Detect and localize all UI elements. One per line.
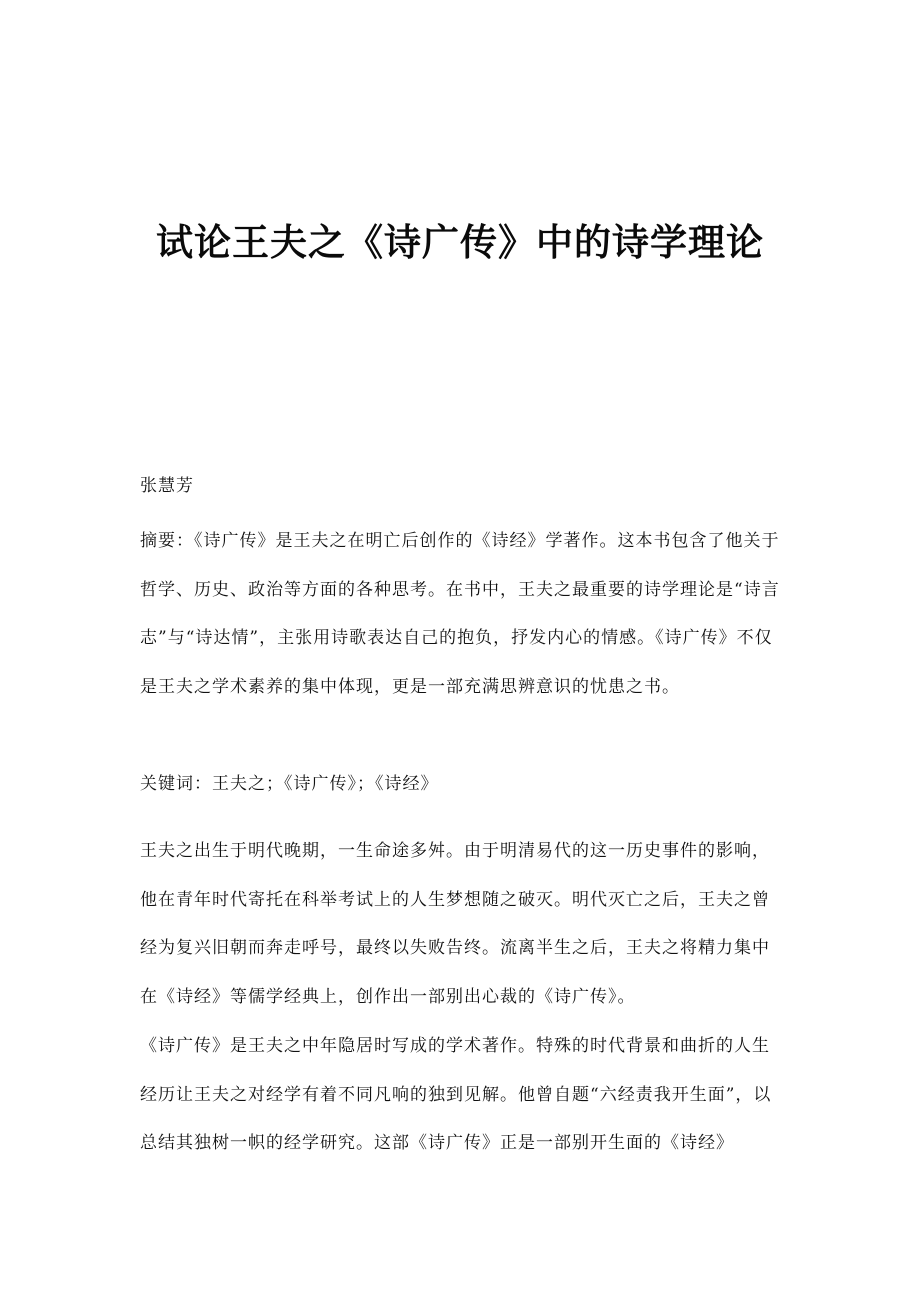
keywords-line: 关键词：王夫之；《诗广传》；《诗经》: [140, 774, 439, 794]
author-name: 张慧芳: [140, 476, 194, 496]
body-paragraph-1: 王夫之出生于明代晚期，一生命途多舛。由于明清易代的这一历史事件的影响，他在青年时代寄托在科举考试上的人生梦想随之破灭。明代灭亡之后，王夫之曾经为复兴旧朝而奔走呼号，最终以失败告终。流离半生之后，王夫之将精力集中在《诗经》等儒学经典上，创作出一部别出心裁的《诗广传》。: [140, 841, 770, 1007]
body-paragraph-2: 《诗广传》是王夫之中年隐居时写成的学术著作。特殊的时代背景和曲折的人生经历让王夫之对经学有着不同凡响的独到见解。他曾自题“六经责我开生面”，以总结其独树一帜的经学研究。这部《诗广传》正是一部别开生面的《诗经》: [140, 1036, 772, 1153]
abstract-paragraph: 摘要：《诗广传》是王夫之在明亡后创作的《诗经》学著作。这本书包含了他关于哲学、历史、政治等方面的各种思考。在书中，王夫之最重要的诗学理论是“诗言志”与“诗达情”，主张用诗歌表达自己的抱负，抒发内心的情感。《诗广传》不仅是王夫之学术素养的集中体现，更是一部充满思辨意识的忧患之书。: [140, 531, 780, 697]
document-title: 试论王夫之《诗广传》中的诗学理论: [156, 221, 764, 264]
